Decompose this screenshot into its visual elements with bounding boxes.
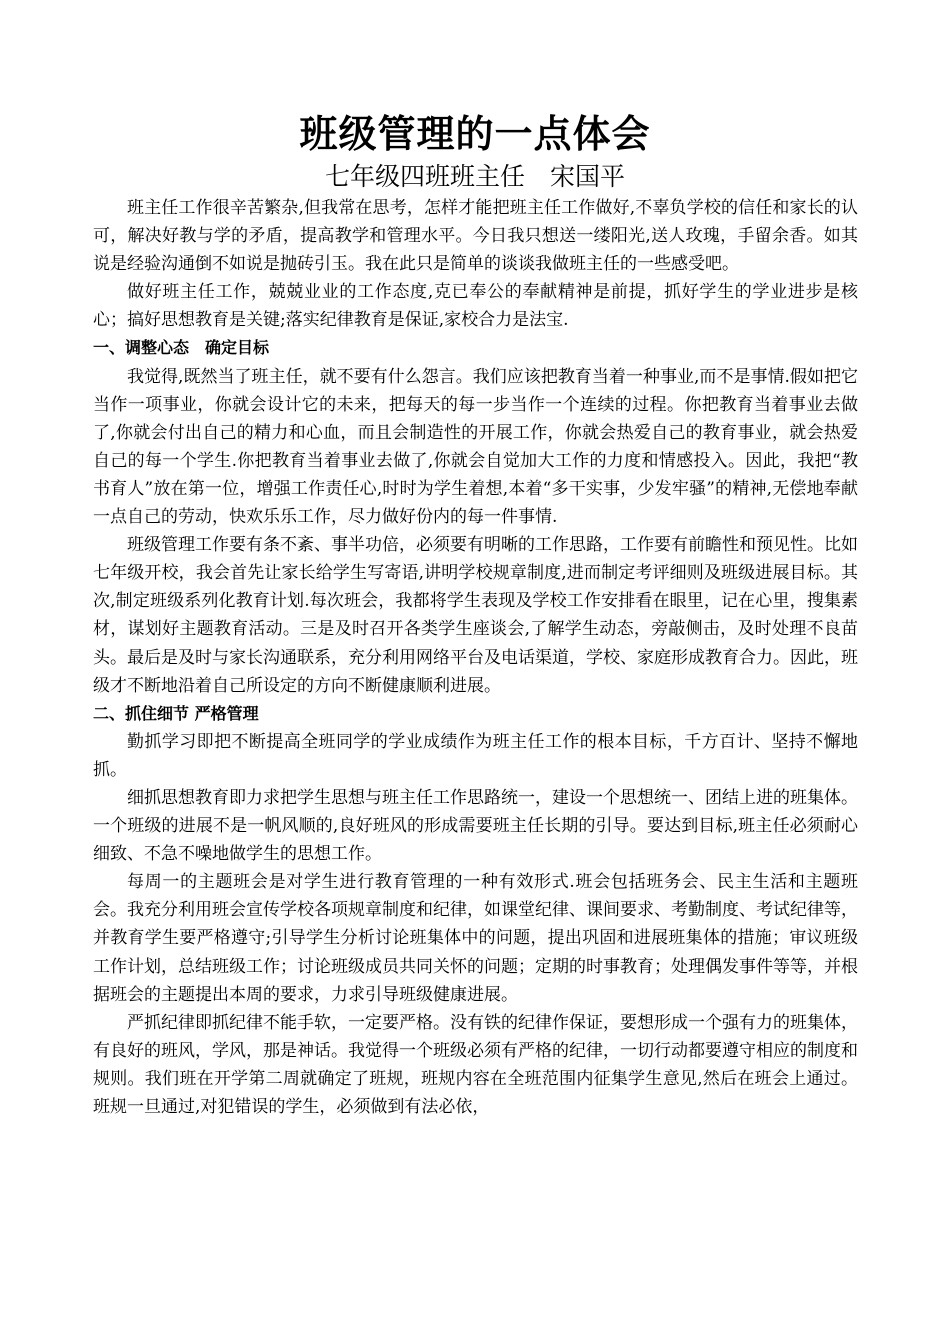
section-paragraph: 我觉得,既然当了班主任，就不要有什么怨言。我们应该把教育当着一种事业,而不是事情.假如把它当作一项事业，你就会设计它的未来，把每天的每一步当作一个连续的过程。你把教育当着事业去做了,你就会付出自己的精力和心血，而且会制造性的开展工作，你就会热爱自己的教育事业，就会热爱自己的每一个学生.你把教育当着事业去做了,你就会自觉加大工作的力度和情感投入。因此，我把“教书育人”放在第一位，增强工作责任心,时时为学生着想,本着“多干实事，少发牢骚”的精神,无偿地奉献一点自己的劳动，快欢乐乐工作，尽力做好份内的每一件事情. [93, 366, 858, 528]
section-paragraph: 班级管理工作要有条不紊、事半功倍，必须要有明晰的工作思路，工作要有前瞻性和预见性。比如七年级开校，我会首先让家长给学生写寄语,讲明学校规章制度,进而制定考评细则及班级进展目标。其次,制定班级系列化教育计划.每次班会，我都将学生表现及学校工作安排看在眼里，记在心里，搜集素材，谋划好主题教育活动。三是及时召开各类学生座谈会,了解学生动态，旁敲侧击，及时处理不良苗头。最后是及时与家长沟通联系，充分利用网络平台及电话渠道，学校、家庭形成教育合力。因此，班级才不断地沿着自己所设定的方向不断健康顺利进展。 [93, 535, 858, 696]
document-body [93, 194, 858, 1121]
section-paragraph: 严抓纪律即抓纪律不能手软，一定要严格。没有铁的纪律作保证，要想形成一个强有力的班集体，有良好的班风，学风，那是神话。我觉得一个班级必须有严格的纪律，一切行动都要遵守相应的制度和规则。我们班在开学第二周就确定了班规，班规内容在全班范围内征集学生意见,然后在班会上通过。班规一旦通过,对犯错误的学生，必须做到有法必依， [93, 1012, 858, 1117]
section-paragraph: 勤抓学习即把不断提高全班同学的学业成绩作为班主任工作的根本目标，千方百计、坚持不懈地抓。 [93, 731, 858, 780]
section-heading: 二、抓住细节 严格管理 [93, 703, 259, 723]
section-heading: 一、调整心态 确定目标 [93, 338, 270, 358]
intro-paragraph: 做好班主任工作，兢兢业业的工作态度,克已奉公的奉献精神是前提，抓好学生的学业进步是核心；搞好思想教育是关键;落实纪律教育是保证,家校合力是法宝. [93, 282, 858, 331]
document-title: 班级管理的一点体会 [299, 112, 651, 156]
intro-paragraph: 班主任工作很辛苦繁杂,但我常在思考，怎样才能把班主任工作做好,不辜负学校的信任和家长的认可，解决好教与学的矛盾，提高教学和管理水平。今日我只想送一缕阳光,送人玫瑰，手留余香。如其说是经验沟通倒不如说是抛砖引玉。我在此只是简单的谈谈我做班主任的一些感受吧。 [93, 198, 858, 275]
section-paragraph: 每周一的主题班会是对学生进行教育管理的一种有效形式.班会包括班务会、民主生活和主题班会。我充分利用班会宣传学校各项规章制度和纪律，如课堂纪律、课间要求、考勤制度、考试纪律等，并教育学生要严格遵守;引导学生分析讨论班集体中的问题，提出巩固和进展班集体的措施；审议班级工作计划，总结班级工作；讨论班级成员共同关怀的问题；定期的时事教育；处理偶发事件等等，并根据班会的主题提出本周的要求，力求引导班级健康进展。 [93, 872, 858, 1005]
section-paragraph: 细抓思想教育即力求把学生思想与班主任工作思路统一，建设一个思想统一、团结上进的班集体。一个班级的进展不是一帆风顺的,良好班风的形成需要班主任长期的引导。要达到目标,班主任必须耐心细致、不急不噪地做学生的思想工作。 [93, 787, 858, 865]
document-subtitle: 七年级四班班主任 宋国平 [324, 162, 625, 191]
